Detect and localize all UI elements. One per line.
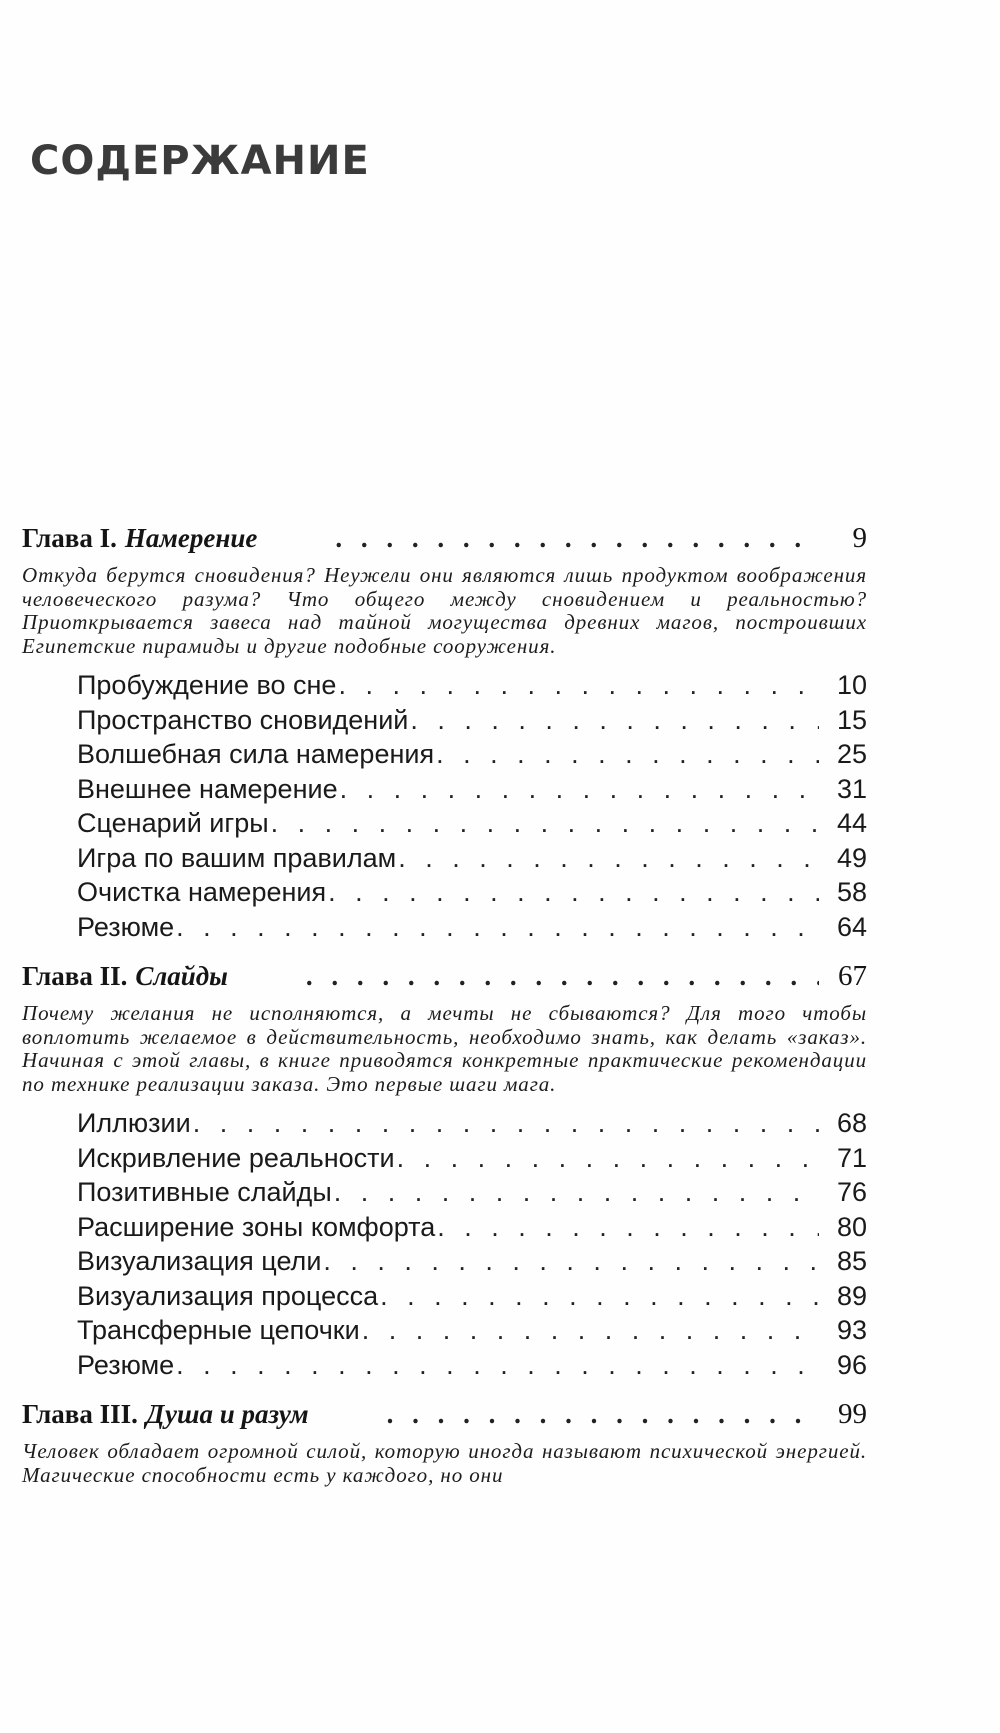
- entry-title: Пробуждение во сне: [77, 670, 337, 700]
- entry-page-number: 80: [836, 1211, 867, 1242]
- dot-leader: [176, 1350, 819, 1381]
- dot-leader: [176, 912, 819, 943]
- chapter-2: [22, 960, 867, 1384]
- toc-entry[interactable]: [22, 843, 867, 878]
- entry-title: Трансферные цепочки: [77, 1315, 360, 1345]
- page-title: СОДЕРЖАНИЕ: [30, 138, 370, 184]
- chapter-summary: Откуда берутся сновидения? Неужели они являются лишь продуктом воображения человеческого разума? Что общего между сновидением и реальностью? Приоткрывается завеса над тайной могущества древних магов, построивших Египетские пирамиды и другие подобные сооружения.: [22, 563, 867, 658]
- chapter-page-number: 67: [838, 960, 867, 992]
- entry-page-number: 71: [836, 1142, 867, 1173]
- toc-entry[interactable]: [22, 877, 867, 912]
- toc-entry[interactable]: [22, 1143, 867, 1178]
- chapter-label: Глава I.: [22, 523, 117, 553]
- toc-entry[interactable]: [22, 1108, 867, 1143]
- toc-entry[interactable]: [22, 1315, 867, 1350]
- dot-leader: [362, 1315, 819, 1346]
- entry-page-number: 85: [836, 1246, 867, 1276]
- entry-title: Резюме: [77, 1349, 175, 1380]
- entry-page-number: 31: [836, 773, 867, 804]
- chapter-heading[interactable]: [22, 960, 867, 1000]
- entry-page-number: 49: [836, 842, 867, 873]
- chapter-label: Глава III.: [22, 1399, 138, 1429]
- entry-title: Визуализация цели: [77, 1246, 322, 1276]
- chapter-title: Слайды: [135, 961, 228, 991]
- entry-title: Иллюзии: [77, 1108, 191, 1138]
- entry-page-number: 25: [836, 739, 867, 769]
- entry-page-number: 89: [836, 1280, 867, 1311]
- dot-leader: [193, 1108, 819, 1139]
- toc-entry[interactable]: [22, 670, 867, 705]
- chapter-title: Намерение: [124, 523, 258, 553]
- section-list: [22, 1108, 867, 1384]
- toc-entry[interactable]: [22, 1177, 867, 1212]
- toc-entry[interactable]: [22, 912, 867, 947]
- table-of-contents: [22, 522, 867, 1499]
- dot-leader: [340, 774, 819, 805]
- chapter-3: [22, 1398, 867, 1487]
- chapter-summary: Почему желания не исполняются, а мечты не сбываются? Для того чтобы воплотить желаемое в действительность, необходимо знать, как делать «заказ». Начиная с этой главы, в книге приводятся конкретные практические рекомендации по технике реализации заказа. Это первые шаги мага.: [22, 1001, 867, 1096]
- chapter-title: Душа и разум: [145, 1399, 309, 1429]
- entry-page-number: 76: [836, 1177, 867, 1207]
- toc-entry[interactable]: [22, 774, 867, 809]
- toc-entry[interactable]: [22, 1350, 867, 1385]
- entry-title: Визуализация процесса: [77, 1280, 379, 1311]
- dot-leader: [436, 739, 819, 770]
- chapter-page-number: 99: [838, 1398, 867, 1430]
- dot-leader: [328, 877, 819, 908]
- dot-leader: [397, 1143, 819, 1174]
- chapter-label: Глава II.: [22, 961, 128, 991]
- dot-leader: [271, 808, 819, 839]
- toc-entry[interactable]: [22, 808, 867, 843]
- chapter-heading[interactable]: [22, 1398, 867, 1438]
- entry-page-number: 68: [836, 1108, 867, 1138]
- entry-title: Искривление реальности: [77, 1142, 395, 1173]
- dot-leader: [323, 1246, 819, 1277]
- dot-leader: [306, 961, 819, 992]
- entry-title: Внешнее намерение: [77, 773, 338, 804]
- toc-entry[interactable]: [22, 1246, 867, 1281]
- dot-leader: [335, 523, 819, 554]
- entry-page-number: 44: [836, 808, 867, 838]
- entry-title: Сценарий игры: [77, 808, 269, 838]
- toc-entry[interactable]: [22, 739, 867, 774]
- entry-title: Волшебная сила намерения: [77, 739, 435, 769]
- entry-page-number: 58: [836, 877, 867, 907]
- entry-page-number: 15: [836, 704, 867, 735]
- entry-title: Пространство сновидений: [77, 704, 409, 735]
- dot-leader: [338, 670, 819, 701]
- dot-leader: [380, 1281, 819, 1312]
- dot-leader: [334, 1177, 819, 1208]
- section-list: [22, 670, 867, 946]
- toc-entry[interactable]: [22, 705, 867, 740]
- entry-title: Очистка намерения: [77, 877, 327, 907]
- entry-page-number: 96: [836, 1349, 867, 1380]
- entry-title: Игра по вашим правилам: [77, 842, 397, 873]
- toc-entry[interactable]: [22, 1212, 867, 1247]
- entry-page-number: 64: [836, 911, 867, 942]
- dot-leader: [398, 843, 819, 874]
- chapter-heading[interactable]: [22, 522, 867, 562]
- toc-entry[interactable]: [22, 1281, 867, 1316]
- entry-title: Позитивные слайды: [77, 1177, 332, 1207]
- chapter-1: [22, 522, 867, 946]
- dot-leader: [437, 1212, 819, 1243]
- dot-leader: [387, 1399, 819, 1430]
- dot-leader: [410, 705, 819, 736]
- entry-title: Расширение зоны комфорта: [77, 1211, 436, 1242]
- chapter-summary: Человек обладает огромной силой, которую иногда называют психической энергией. Магические способности есть у каждого, но они: [22, 1439, 867, 1487]
- entry-title: Резюме: [77, 911, 175, 942]
- chapter-page-number: 9: [852, 522, 867, 554]
- entry-page-number: 93: [836, 1315, 867, 1345]
- entry-page-number: 10: [836, 670, 867, 700]
